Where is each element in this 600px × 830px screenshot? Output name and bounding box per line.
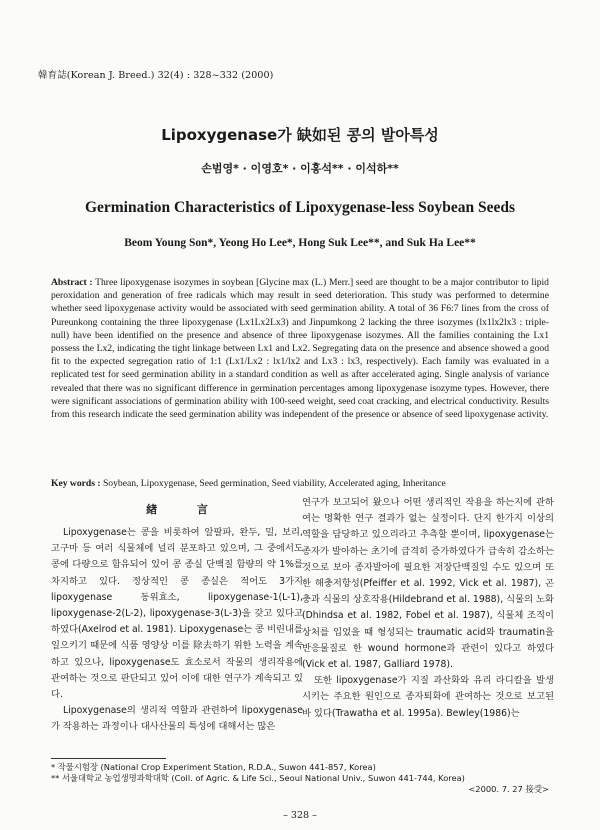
body-column-left — [51, 495, 303, 736]
abstract-label: Abstract : — [51, 277, 93, 288]
abstract-text: Three lipoxygenase isozymes in soybean [Glycine max (L.) Merr.] seed are thought to be a major contributor to lipid peroxidation and generation of free radicals which may result in seed deterioration. This study was performed to determine whether seed lipoxygenase activity would be associated with seed germination ability. A total of 36 F6:7 lines from the cross of Pureunkong containing the three lipoxygenase (Lx1Lx2Lx3) and Jinpumkong 2 lacking the three isozymes (lx1lx2lx3 : triple-null) have been identified on the presence and absence of three lipoxygenase isozymes. All the families containing the Lx1 possess the Lx2, indicating the tight linkage between Lx1 and Lx2. Segregating data on the presence and absence showed a good fit to the expected segregation ratio of 1:1 (Lx1/Lx2 : lx1/lx2 and Lx3 : lx3, respectively). Each family was evaluated in a replicated test for seed germination ability in a standard condition as well as after accelerated aging. Single analysis of variance revealed that there was no significant difference in germination percentages among lipoxygenase isozyme types. However, there were significant associations of germination ability with 100-seed weight, seed coat cracking, and electrical conductivity. Results from this research indicate the seed germination ability was independent of the presence or absence of seed lipoxygenase activity. — [51, 277, 549, 421]
page-number: – 328 – — [283, 810, 317, 821]
body-column-right — [302, 495, 554, 722]
received-date: <2000. 7. 27 接受> — [468, 784, 549, 795]
section-heading: 緖 言 — [146, 503, 226, 516]
title-korean: Lipoxygenase가 缺如된 콩의 발아특성 — [161, 126, 439, 144]
keywords-label: Key words : — [51, 478, 101, 489]
keywords-text: Soybean, Lipoxygenase, Seed germination, Seed viability, Accelerated aging, Inheritance — [102, 478, 446, 489]
paragraph: Lipoxygenase는 콩을 비롯하여 알팔파, 완두, 밀, 보리, 고구마 등 여러 식물체에 널리 분포하고 있으며, 그 중에서도 콩에 다량으로 함유되어 있어 콩 종실 단백질 함량의 약 1%를 차지하고 있다. 정상적인 콩 종실은 적어도 3가지 lipoxygenase 동위효소, lipoxygenase-1(L-1), lipoxygenase-2(L-2), lipoxygenase-3(L-3)을 갖고 있다고 하였다(Axelrod et al. 1981). Lipoxygenase는 콩 비린내를 일으키기 때문에 식품 영양상 이를 除去하기 위한 노력을 계속하고 있으나, lipoxygenase도 효소로서 작물의 생리작용에 관여하는 것으로 판단되고 있어 이에 대한 연구가 계속되고 있다. — [51, 527, 303, 701]
journal-citation: 韓育誌(Korean J. Breed.) 32(4) : 328~332 (2000) — [38, 70, 274, 81]
keywords — [51, 478, 549, 489]
footnote-affiliation-2: ** 서울대학교 농업생명과학대학 (Coll. of Agric. & Life Sci., Seoul National Univ., Suwon 441-744, Korea) — [51, 773, 465, 784]
authors-korean: 손범영* · 이영호* · 이홍석** · 이석하** — [201, 162, 399, 175]
footnotes — [51, 762, 549, 796]
paragraph: Lipoxygenase의 생리적 역할과 관련하여 lipoxygenase가 작용하는 과정이나 대사산물의 특성에 대해서는 많은 — [51, 705, 303, 733]
paragraph: 연구가 보고되어 왔으나 어떤 생리적인 작용을 하는지에 관하여는 명확한 연구 결과가 없는 실정이다. 단지 한가지 이상의 역할을 담당하고 있으리라고 추측할 뿐이며, lipoxygenase는 종자가 발아하는 초기에 급격히 증가하였다가 급속히 감소하는 것으로 보아 종자발아에 필요한 저장단백질일 수도 있으며 또한 해충저항성(Pfeiffer et al. 1992, Vick et al. 1987), 곤충과 식물의 상호작용(Hildebrand et al. 1988), 식물의 노화(Dhindsa et al. 1982, Fobel et al. 1987), 식물체 조직이 상처를 입었을 때 형성되는 traumatic acid와 traumatin을 반응물질로 한 wound hormone과 관련이 있다고 하였다(Vick et al. 1987, Galliard 1978). — [302, 497, 554, 671]
abstract — [51, 276, 549, 421]
footnote-affiliation-1: * 작물시험장 (National Crop Experiment Station, R.D.A., Suwon 441-857, Korea) — [51, 762, 376, 772]
title-english: Germination Characteristics of Lipoxygenase-less Soybean Seeds — [84, 199, 516, 216]
authors-english: Beom Young Son*, Yeong Ho Lee*, Hong Suk Lee**, and Suk Ha Lee** — [124, 237, 476, 249]
paragraph: 또한 lipoxygenase가 지질 과산화와 유리 라디칼을 발생시키는 주요한 원인으로 종자퇴화에 관여하는 것으로 보고된 바 있다(Trawatha et al. 1995a). Bewley(1986)는 — [302, 675, 554, 719]
footnote-divider — [51, 758, 166, 759]
